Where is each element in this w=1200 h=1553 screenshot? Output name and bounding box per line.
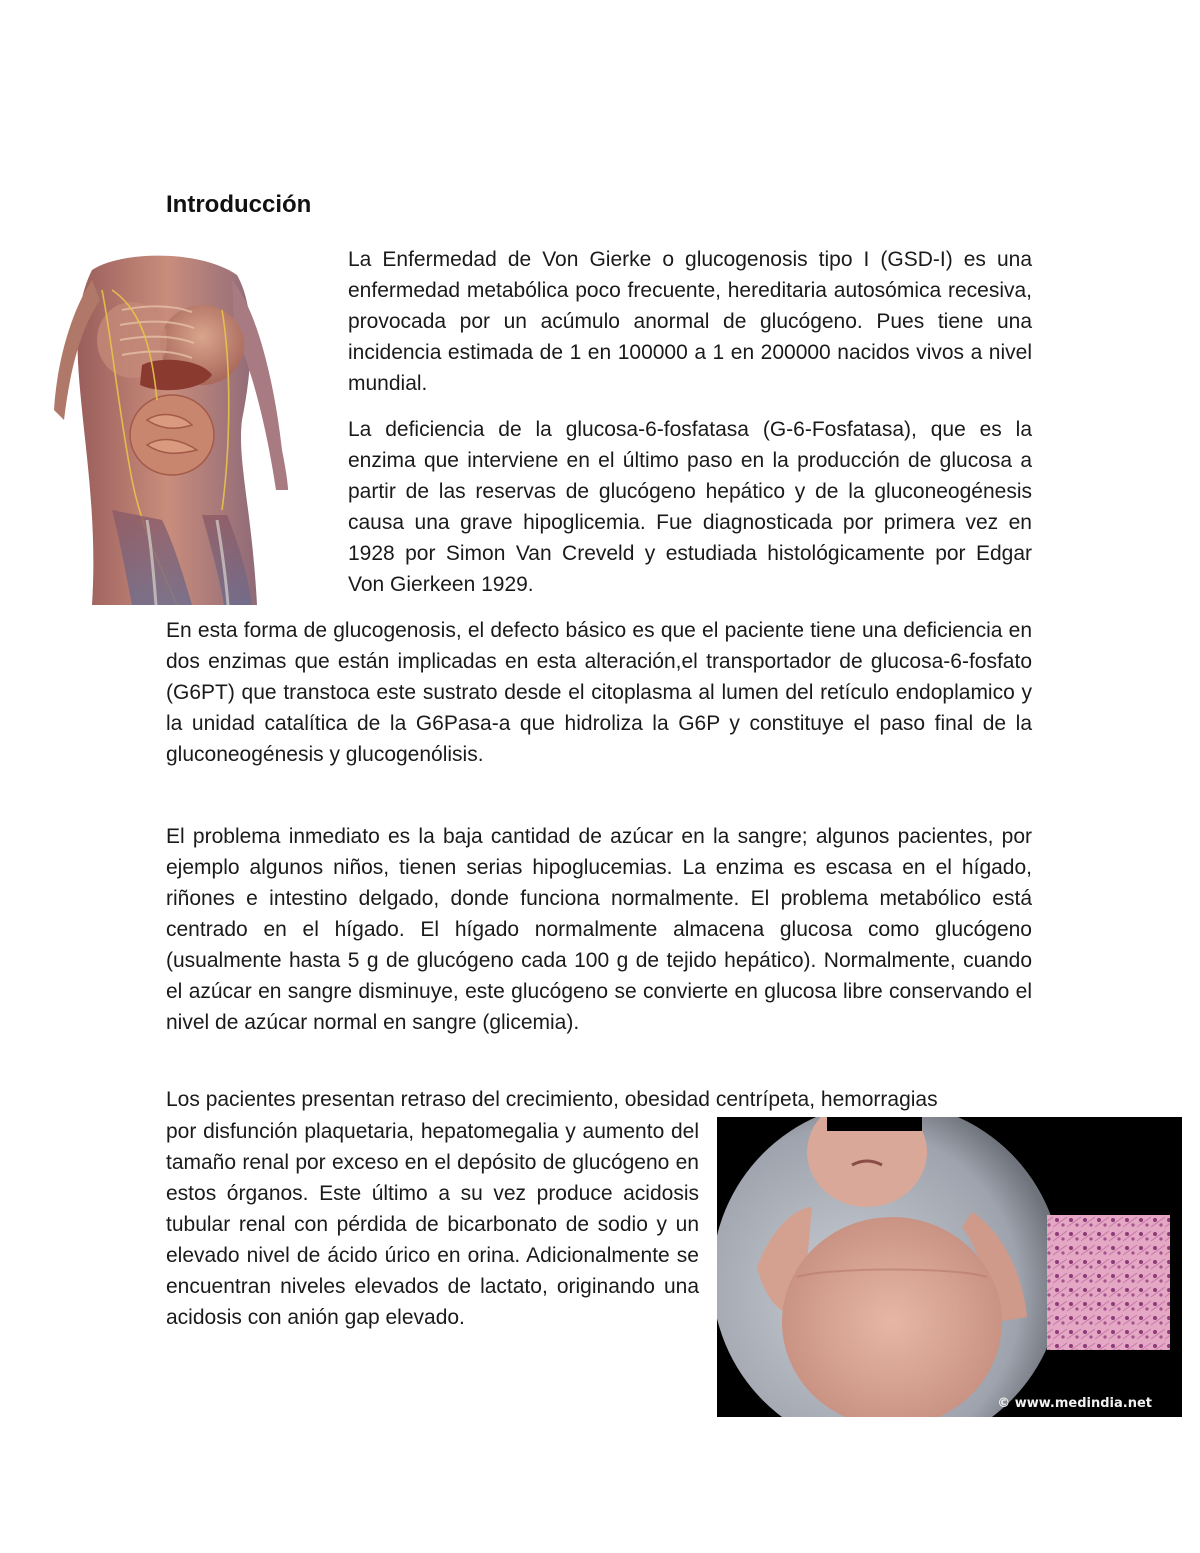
patient-photo xyxy=(717,1117,1182,1417)
paragraph-intro: La Enfermedad de Von Gierke o glucogenosis tipo I (GSD-I) es una enfermedad metabólica poco frecuente, hereditaria autosómica recesiva, provocada por un acúmulo anormal de glucógeno. Pues tiene una incidencia estimada de 1 en 100000 a 1 en 200000 nacidos vivos a nivel mundial. xyxy=(348,248,1032,395)
paragraph-symptoms-line: Los pacientes presentan retraso del crecimiento, obesidad centrípeta, hemorragias xyxy=(166,1088,938,1111)
paragraph-problem: El problema inmediato es la baja cantidad de azúcar en la sangre; algunos pacientes, por ejemplo algunos niños, tienen serias hipoglucemias. La enzima es escasa en el hígado, riñones e intestino delgado, donde funciona normalmente. El problema metabólico está centrado en el hígado. El hígado normalmente almacena glucosa como glucógeno (usualmente hasta 5 g de glucógeno cada 100 g de tejido hepático). Normalmente, cuando el azúcar en sangre disminuye, este glucógeno se convierte en glucosa libre conservando el nivel de azúcar normal en sangre (glicemia). xyxy=(166,825,1032,1034)
photo-credit: © www.medindia.net xyxy=(997,1396,1152,1411)
paragraph-symptoms: por disfunción plaquetaria, hepatomegalia y aumento del tamaño renal por exceso en el depósito de glucógeno en estos órganos. Este último a su vez produce acidosis tubular renal con pérdida de bicarbonato de sodio y un elevado nivel de ácido úrico en orina. Adicionalmente se encuentran niveles elevados de lactato, originando una acidosis con anión gap elevado. xyxy=(166,1120,699,1329)
paragraph-enzymes: En esta forma de glucogenosis, el defecto básico es que el paciente tiene una deficiencia en dos enzimas que están implicadas en esta alteración,el transportador de glucosa-6-fosfato (G6PT) que transtoca este sustrato desde el citoplasma al lumen del retículo endoplamico y la unidad catalítica de la G6Pasa-a que hidroliza la G6P y constituye el paso final de la gluconeogénesis y glucogenólisis. xyxy=(166,619,1032,766)
section-heading: Introducción xyxy=(166,191,312,218)
anatomy-illustration xyxy=(52,250,290,605)
paragraph-deficiency: La deficiencia de la glucosa-6-fosfatasa (G-6-Fosfatasa), que es la enzima que interviene en el último paso en la producción de glucosa a partir de las reservas de glucógeno hepático y de la gluconeogénesis causa una grave hipoglicemia. Fue diagnosticada por primera vez en 1928 por Simon Van Creveld y estudiada histológicamente por Edgar Von Gierkeen 1929. xyxy=(348,418,1032,596)
